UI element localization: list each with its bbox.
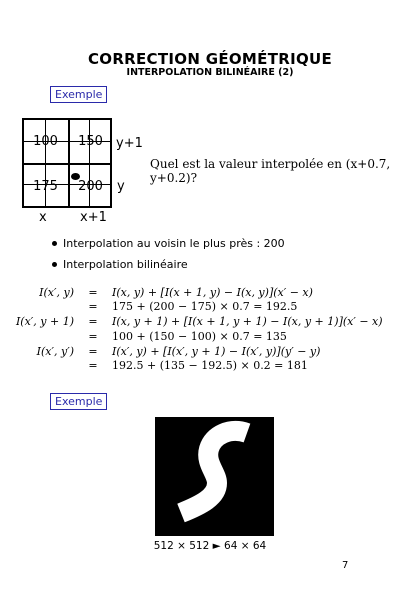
equation-row: = 192.5 + (135 − 192.5) × 0.2 = 181 [88, 359, 308, 372]
equation-row: I(x′, y′) = I(x′, y) + [I(x′, y + 1) − I(x′, y)](y′ − y) [36, 345, 321, 358]
grid-cell-top-right: 150 [78, 134, 103, 149]
bullet-bilinear: Interpolation bilinéaire [52, 258, 188, 271]
image-caption: 512 × 512 ► 64 × 64 [153, 540, 267, 552]
row-label-top: y+1 [116, 136, 143, 151]
bullet-dot [52, 241, 57, 246]
s-shape-svg [155, 417, 274, 536]
equation-row: = 100 + (150 − 100) × 0.7 = 135 [88, 330, 287, 343]
s-shape-image [155, 417, 274, 536]
example-box-1: Exemple [50, 86, 107, 103]
page-title: CORRECTION GÉOMÉTRIQUE [87, 50, 333, 68]
grid-cell-top-left: 100 [33, 134, 58, 149]
interpolation-grid [22, 118, 112, 208]
equation-row: I(x′, y) = I(x, y) + [I(x + 1, y) − I(x, y)](x′ − x) [39, 286, 313, 299]
bullet-nearest-neighbor: Interpolation au voisin le plus près : 200 [52, 237, 285, 250]
bullet-dot [52, 262, 57, 267]
row-label-bottom: y [117, 179, 125, 194]
equation-row: I(x′, y + 1) = I(x, y + 1) + [I(x + 1, y + 1) − I(x, y + 1)](x′ − x) [15, 315, 383, 328]
grid-cell-bottom-right: 200 [78, 179, 103, 194]
page-subtitle: INTERPOLATION BILINÉAIRE (2) [126, 67, 294, 78]
example-box-2: Exemple [50, 393, 107, 410]
grid-cell-bottom-left: 175 [33, 179, 58, 194]
question-text: Quel est la valeur interpolée en (x+0.7, y+0.2)? [150, 157, 391, 185]
interpolation-point-marker [71, 173, 80, 180]
col-label-left: x [39, 210, 47, 225]
col-label-right: x+1 [80, 210, 107, 225]
page-number: 7 [342, 560, 349, 571]
equation-row: = 175 + (200 − 175) × 0.7 = 192.5 [88, 300, 298, 313]
